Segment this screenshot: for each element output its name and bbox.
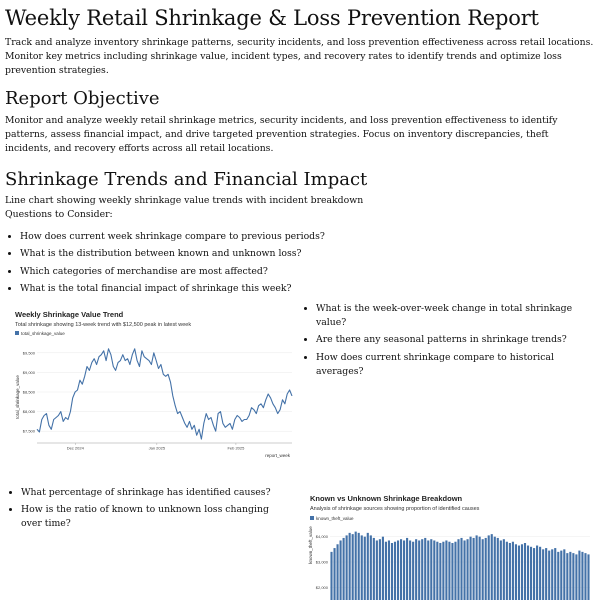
bar xyxy=(494,537,496,600)
bar xyxy=(521,544,523,600)
bar xyxy=(415,539,417,600)
bar xyxy=(485,538,487,600)
bar xyxy=(575,554,577,600)
bar xyxy=(467,539,469,600)
bar xyxy=(364,537,366,600)
bar xyxy=(557,552,559,600)
bar xyxy=(358,533,360,600)
objective-heading: Report Objective xyxy=(5,88,160,109)
line-chart-panel xyxy=(10,305,295,460)
y-tick-label: $3,000 xyxy=(315,559,328,565)
bar xyxy=(346,535,348,600)
bar xyxy=(512,542,514,600)
report-title: Weekly Retail Shrinkage & Loss Prevention Report xyxy=(5,6,539,30)
bar xyxy=(394,542,396,600)
bar xyxy=(578,551,580,600)
x-tick-label: Feb 2025 xyxy=(227,445,245,451)
legend-swatch xyxy=(310,516,314,520)
bar xyxy=(518,546,520,600)
chart-title: Weekly Shrinkage Value Trend xyxy=(15,310,124,319)
side-questions xyxy=(301,302,596,382)
bar xyxy=(355,532,357,600)
bar xyxy=(367,533,369,600)
bar xyxy=(566,553,568,600)
bar xyxy=(421,539,423,600)
bar xyxy=(482,539,484,600)
bar xyxy=(397,540,399,600)
series-line xyxy=(37,349,292,439)
y-ticks xyxy=(23,350,36,433)
bar xyxy=(476,535,478,600)
x-tick-label: Dec 2024 xyxy=(66,445,84,451)
bar xyxy=(548,551,550,600)
bar xyxy=(560,551,562,600)
chart-subtitle: Total shrinkage showing 13-week trend with $12,500 peak in latest week xyxy=(15,322,192,328)
question-item: • Which categories of merchandise are most affected? xyxy=(20,265,595,279)
bar xyxy=(530,547,532,600)
bar xyxy=(524,543,526,600)
bar xyxy=(430,539,432,600)
trends-heading: Shrinkage Trends and Financial Impact xyxy=(5,169,368,190)
bar xyxy=(337,544,339,600)
y-ticks xyxy=(316,534,329,590)
bar xyxy=(460,538,462,600)
bar xyxy=(370,535,372,600)
bar xyxy=(515,544,517,600)
bar xyxy=(479,537,481,600)
bar xyxy=(581,552,583,600)
bar xyxy=(584,553,586,600)
question-item: • What is the total financial impact of shrinkage this week? xyxy=(20,282,595,296)
x-ticks xyxy=(67,443,245,451)
question-item: • How does current week shrinkage compare to previous periods? xyxy=(20,230,595,244)
chart-subtitle: Analysis of shrinkage sources showing proportion of identified causes xyxy=(310,506,480,512)
bar xyxy=(352,534,354,600)
bar xyxy=(457,539,459,600)
bottom-questions xyxy=(6,486,291,535)
report-page xyxy=(5,0,595,300)
legend-swatch xyxy=(15,331,19,335)
question-item: • What is the distribution between known and unknown loss? xyxy=(20,247,595,261)
y-tick-label: $4,000 xyxy=(315,534,328,540)
bar xyxy=(536,546,538,600)
bar xyxy=(491,534,493,600)
bottom-questions-list xyxy=(6,486,291,531)
y-tick-label: $9,500 xyxy=(22,350,35,356)
bar xyxy=(330,552,332,600)
bars xyxy=(330,532,589,600)
bar xyxy=(551,549,553,600)
bar xyxy=(349,533,351,600)
chart-title: Known vs Unknown Shrinkage Breakdown xyxy=(310,494,463,503)
bar xyxy=(473,538,475,600)
bar xyxy=(539,547,541,600)
objective-text: Monitor and analyze weekly retail shrinkage metrics, security incidents, and loss prevention effectiveness to identify patterns, assess financial impact, and drive targeted prevention strategies. Focus on inventory discrepancies, theft incidents, and recovery efforts across all retail locations. xyxy=(5,115,558,154)
bar xyxy=(545,548,547,600)
legend-label: known_theft_value xyxy=(316,516,354,521)
bar xyxy=(509,543,511,600)
bar xyxy=(497,538,499,600)
bar xyxy=(427,540,429,600)
bar xyxy=(563,549,565,600)
bar xyxy=(454,542,456,600)
legend-label: total_shrinkage_value xyxy=(21,331,65,336)
trends-description: Line chart showing weekly shrinkage value trends with incident breakdown xyxy=(5,195,364,206)
y-tick-label: $8,000 xyxy=(22,409,35,415)
y-axis-label: total_shrinkage_value xyxy=(15,375,20,419)
bar xyxy=(403,540,405,600)
y-tick-label: $8,500 xyxy=(22,389,35,395)
bar-chart xyxy=(305,490,595,600)
bar xyxy=(587,554,589,600)
question-item: • What is the week-over-week change in total shrinkage value? xyxy=(316,302,596,330)
grid xyxy=(330,537,590,588)
question-item: • How does current shrinkage compare to historical averages? xyxy=(316,351,596,379)
bar xyxy=(385,542,387,600)
y-axis-label: known_theft_value xyxy=(308,526,313,564)
bar xyxy=(376,540,378,600)
question-item: • How is the ratio of known to unknown loss changing over time? xyxy=(21,503,291,531)
question-item: • What percentage of shrinkage has identified causes? xyxy=(21,486,291,500)
question-item: • Are there any seasonal patterns in shrinkage trends? xyxy=(316,333,596,347)
bar xyxy=(572,553,574,600)
y-tick-label: $7,500 xyxy=(22,428,35,434)
bar xyxy=(500,540,502,600)
y-tick-label: $9,000 xyxy=(22,369,35,375)
questions-list xyxy=(5,230,595,296)
grid xyxy=(37,353,292,443)
bar xyxy=(433,540,435,600)
report-intro: Track and analyze inventory shrinkage patterns, security incidents, and loss prevention effectiveness across retail locations. Monitor key metrics including shrinkage value, incident types, and recovery rates to identify trends and optimize loss prevention strategies. xyxy=(5,37,594,76)
bar xyxy=(333,548,335,600)
bar-chart-panel xyxy=(305,490,595,600)
bar xyxy=(343,538,345,600)
bar xyxy=(569,552,571,600)
bar xyxy=(439,543,441,600)
bar xyxy=(418,540,420,600)
bar xyxy=(448,542,450,600)
bar xyxy=(379,539,381,600)
bar xyxy=(388,540,390,600)
bar xyxy=(527,546,529,600)
bar xyxy=(488,535,490,600)
bar xyxy=(445,540,447,600)
side-questions-list xyxy=(301,302,596,379)
bar xyxy=(406,538,408,600)
bar xyxy=(451,543,453,600)
questions-label: Questions to Consider: xyxy=(5,209,113,220)
bar xyxy=(373,538,375,600)
bar xyxy=(400,539,402,600)
bar xyxy=(470,537,472,600)
bar xyxy=(463,540,465,600)
bar xyxy=(554,548,556,600)
bar xyxy=(442,542,444,600)
bar xyxy=(503,539,505,600)
bar xyxy=(533,548,535,600)
bar xyxy=(340,540,342,600)
bar xyxy=(542,549,544,600)
line-chart xyxy=(10,305,295,460)
y-tick-label: $2,000 xyxy=(315,584,328,590)
x-tick-label: Jan 2025 xyxy=(148,445,166,451)
bar xyxy=(382,537,384,600)
bar xyxy=(424,538,426,600)
x-axis-label: report_week xyxy=(265,453,290,458)
bar xyxy=(436,542,438,600)
bar xyxy=(412,542,414,600)
bar xyxy=(361,535,363,600)
bar xyxy=(409,540,411,600)
bar xyxy=(506,542,508,600)
bar xyxy=(391,543,393,600)
